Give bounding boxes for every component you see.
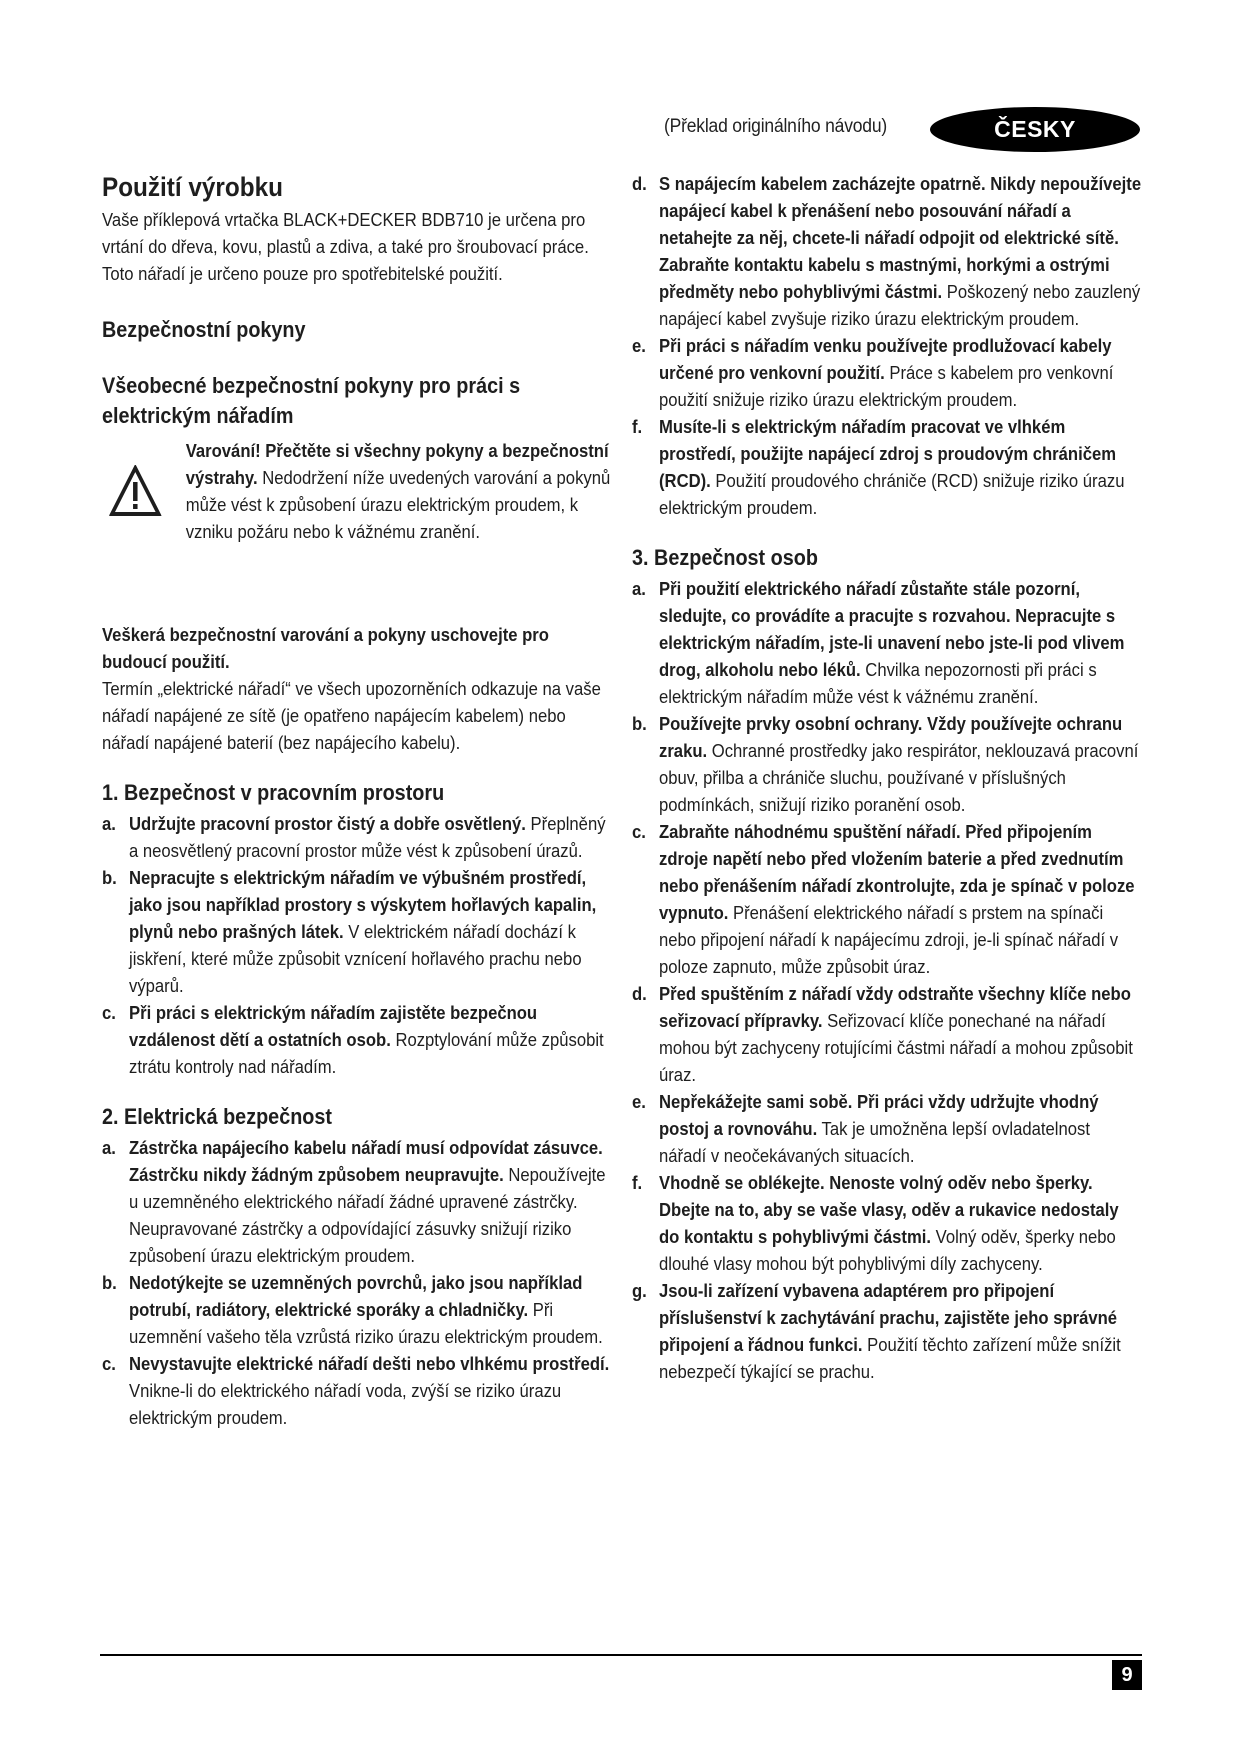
item-label: d.: [632, 173, 647, 194]
language-badge: [930, 107, 1140, 152]
item-text: Použití proudového chrániče (RCD) snižuje riziko úrazu elektrickým proudem.: [659, 470, 1125, 518]
item-bold: Zabraňte náhodnému spuštění nářadí. Před připojením zdroje napětí nebo před vložením baterie a před zvednutím nebo přenášením nářadí zkontrolujte, zda je spínač v poloze vypnuto.: [659, 821, 1135, 923]
list-item: [102, 1350, 611, 1431]
item-label: e.: [632, 335, 646, 356]
list-item: [632, 575, 1141, 710]
section-2-heading: 2. Elektrická bezpečnost: [102, 1104, 333, 1129]
item-text: Tak je umožněna lepší ovladatelnost nářadí v neočekávaných situacích.: [659, 1118, 1090, 1166]
keep-instructions: [102, 621, 611, 675]
warning-block: [102, 437, 611, 577]
item-bold: Nepracujte s elektrickým nářadím ve výbušném prostředí, jako jsou například prostory s výskytem hořlavých kapalin, plynů nebo prašných látek.: [129, 867, 597, 942]
item-bold: Při práci s nářadím venku používejte prodlužovací kabely určené pro venkovní použití.: [659, 335, 1112, 383]
item-bold: Nedotýkejte se uzemněných povrchů, jako jsou například potrubí, radiátory, elektrické sporáky a chladničky.: [129, 1272, 583, 1320]
item-bold: Při použití elektrického nářadí zůstaňte stále pozorní, sledujte, co provádíte a pracujte s rozvahou. Nepracujte s elektrickým nářadím, jste-li unavení nebo jste-li pod vlivem drog, alkoholu nebo léků.: [659, 578, 1125, 680]
right-column: [632, 170, 1142, 1385]
list-item: [102, 1134, 611, 1269]
item-bold: Nevystavujte elektrické nářadí dešti nebo vlhkému prostředí.: [129, 1353, 610, 1374]
item-bold: Udržujte pracovní prostor čistý a dobře osvětlený.: [129, 813, 526, 834]
item-bold: Vhodně se oblékejte. Nenoste volný oděv nebo šperky. Dbejte na to, aby se vaše vlasy, oděv a rukavice nedostaly do kontaktu s pohyblivými částmi.: [659, 1172, 1119, 1247]
item-text: Chvilka nepozornosti při práci s elektrickým nářadím může vést k vážnému zranění.: [659, 659, 1097, 707]
item-label: a.: [632, 578, 646, 599]
item-text: Vnikne-li do elektrického nářadí voda, zvýší se riziko úrazu elektrickým proudem.: [129, 1380, 562, 1428]
item-text: Nepoužívejte u uzemněného elektrického nářadí žádné upravené zástrčky. Neupravované zástrčky a odpovídající zásuvky snižují riziko způsobení úrazu elektrickým proudem.: [129, 1164, 606, 1266]
list-item: [632, 1277, 1141, 1385]
warning-triangle-icon: [109, 465, 161, 517]
item-bold: S napájecím kabelem zacházejte opatrně. Nikdy nepoužívejte napájecí kabel k přenášení nebo posouvání nářadí a netahejte za něj, chcete-li nářadí odpojit od elektrické sítě. Zabraňte kontaktu kabelu s mastnými, horkými a ostrými předměty nebo pohyblivými částmi.: [659, 173, 1142, 302]
item-bold: Jsou-li zařízení vybavena adaptérem pro připojení příslušenství k zachytávání prachu, zajistěte jeho správné připojení a řádnou funkci.: [659, 1280, 1118, 1355]
item-text: Použití těchto zařízení může snížit nebezpečí týkající se prachu.: [659, 1334, 1121, 1382]
intro-paragraph: Vaše příklepová vrtačka BLACK+DECKER BDB710 je určena pro vrtání do dřeva, kovu, plastů a zdiva, a také pro šroubovací práce. Toto nářadí je určeno pouze pro spotřebitelské použití.: [102, 209, 589, 284]
warning-body: Nedodržení níže uvedených varování a pokynů může vést k způsobení úrazu elektrickým proudem, k vzniku požáru nebo k vážnému zranění.: [185, 467, 611, 542]
item-label: c.: [632, 821, 646, 842]
item-text: Rozptylování může způsobit ztrátu kontroly nad nářadím.: [129, 1029, 604, 1077]
list-item: [632, 332, 1141, 413]
list-item: [632, 1169, 1141, 1277]
item-text: Práce s kabelem pro venkovní použití snižuje riziko úrazu elektrickým proudem.: [659, 362, 1114, 410]
item-label: c.: [102, 1353, 116, 1374]
item-text: Přeplněný a neosvětlený pracovní prostor může vést k způsobení úrazů.: [129, 813, 606, 861]
list-item: [102, 999, 611, 1080]
item-label: b.: [102, 867, 117, 888]
item-text: Poškozený nebo zauzlený napájecí kabel zvyšuje riziko úrazu elektrickým proudem.: [659, 281, 1141, 329]
list-item: [632, 710, 1141, 818]
item-bold: Musíte-li s elektrickým nářadím pracovat ve vlhkém prostředí, použijte napájecí zdroj s proudovým chráničem (RCD).: [659, 416, 1117, 491]
left-column: [102, 170, 612, 1431]
item-bold: Při práci s elektrickým nářadím zajistěte bezpečnou vzdálenost dětí a ostatních osob.: [129, 1002, 538, 1050]
warning-text: [186, 437, 612, 545]
item-bold: Před spuštěním z nářadí vždy odstraňte všechny klíče nebo seřizovací přípravky.: [659, 983, 1131, 1031]
list-item: [632, 980, 1141, 1088]
page-title: Použití výrobku: [102, 172, 283, 202]
item-label: b.: [102, 1272, 117, 1293]
list-item: [632, 170, 1141, 332]
item-text: V elektrickém nářadí dochází k jiskření, které může způsobit vznícení hořlavého prachu nebo výparů.: [129, 921, 582, 996]
item-label: a.: [102, 1137, 116, 1158]
section-3-heading: 3. Bezpečnost osob: [632, 545, 818, 570]
item-label: f.: [632, 416, 643, 437]
item-label: a.: [102, 813, 116, 834]
list-item: [102, 1269, 611, 1350]
list-item: [632, 818, 1141, 980]
general-safety-heading: Všeobecné bezpečnostní pokyny pro práci s elektrickým nářadím: [102, 373, 521, 428]
item-label: b.: [632, 713, 647, 734]
item-text: Při uzemnění vašeho těla vzrůstá riziko úrazu elektrickým proudem.: [129, 1299, 603, 1347]
item-label: e.: [632, 1091, 646, 1112]
keep-instructions-bold: Veškerá bezpečnostní varování a pokyny uschovejte pro budoucí použití.: [102, 624, 549, 672]
item-text: Přenášení elektrického nářadí s prstem na spínači nebo připojení nářadí k napájecímu zdroji, je-li spínač nářadí v poloze zapnuto, může způsobit úraz.: [659, 902, 1119, 977]
list-item: [102, 864, 611, 999]
warning-bold: Varování! Přečtěte si všechny pokyny a bezpečnostní výstrahy.: [185, 440, 609, 488]
term-paragraph: Termín „elektrické nářadí“ ve všech upozorněních odkazuje na vaše nářadí napájené ze sítě (je opatřeno napájecím kabelem) nebo nářadí napájené baterií (bez napájecího kabelu).: [102, 678, 601, 753]
list-item: [632, 413, 1141, 521]
language-label: ČESKY: [994, 116, 1076, 142]
item-label: d.: [632, 983, 647, 1004]
item-bold: Zástrčka napájecího kabelu nářadí musí odpovídat zásuvce. Zástrčku nikdy žádným způsobem neupravujte.: [129, 1137, 603, 1185]
section-1-heading: 1. Bezpečnost v pracovním prostoru: [102, 780, 445, 805]
item-label: c.: [102, 1002, 116, 1023]
page-number: 9: [1112, 1660, 1142, 1690]
item-text: Ochranné prostředky jako respirátor, neklouzavá pracovní obuv, přilba a chrániče sluchu, používané v příslušných podmínkách, snižují riziko poranění osob.: [659, 740, 1139, 815]
item-text: Seřizovací klíče ponechané na nářadí mohou být zachyceny rotujícími částmi nářadí a mohou způsobit úraz.: [659, 1010, 1133, 1085]
item-text: Volný oděv, šperky nebo dlouhé vlasy mohou být pohyblivými díly zachyceny.: [659, 1226, 1116, 1274]
item-label: f.: [632, 1172, 643, 1193]
footer-divider: [100, 1654, 1142, 1656]
list-item: [632, 1088, 1141, 1169]
item-label: g.: [632, 1280, 647, 1301]
item-bold: Používejte prvky osobní ochrany. Vždy používejte ochranu zraku.: [659, 713, 1123, 761]
item-bold: Nepřekážejte sami sobě. Při práci vždy udržujte vhodný postoj a rovnováhu.: [659, 1091, 1099, 1139]
list-item: [102, 810, 611, 864]
safety-heading: Bezpečnostní pokyny: [102, 317, 306, 342]
header-subtitle: (Překlad originálního návodu): [664, 116, 888, 137]
